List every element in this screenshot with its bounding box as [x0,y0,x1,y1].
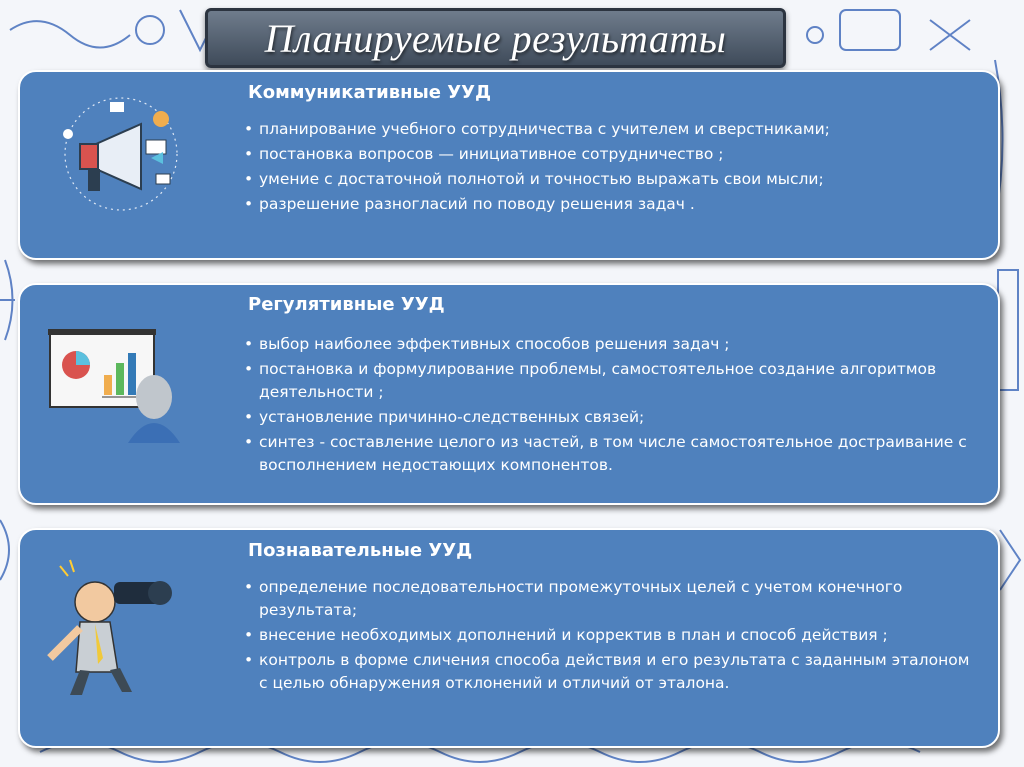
binoculars-man-icon [40,552,190,702]
bullet-list-cognitive [244,576,972,697]
list-item: • планирование учебного сотрудничества с учителем и сверстниками; [244,118,972,141]
list-item: • определение последовательности промежуточных целей с учетом конечного результата; [244,576,972,622]
presentation-board-icon [44,325,194,445]
bullet-list-communicative [244,118,972,218]
list-item: • внесение необходимых дополнений и корректив в план и способ действия ; [244,624,972,647]
list-item: • умение с достаточной полнотой и точностью выражать свои мысли; [244,168,972,191]
panel-regulative [18,283,1000,505]
page-title: Планируемые результаты [264,15,727,61]
panel-cognitive [18,528,1000,748]
list-item: • разрешение разногласий по поводу решения задач . [244,193,972,216]
list-item: • установление причинно-следственных связей; [244,406,972,429]
megaphone-social-icon [46,94,196,214]
list-item: • синтез - составление целого из частей, в том числе самостоятельное достраивание с восполнением недостающих компонентов. [244,431,972,477]
list-item: • постановка и формулирование проблемы, самостоятельное создание алгоритмов деятельности ; [244,358,972,404]
section-heading-cognitive: Познавательные УУД [248,540,473,561]
section-heading-communicative: Коммуникативные УУД [248,82,492,103]
list-item: • выбор наиболее эффективных способов решения задач ; [244,333,972,356]
section-heading-regulative: Регулятивные УУД [248,294,445,315]
list-item: • контроль в форме сличения способа действия и его результата с заданным эталоном с целью обнаружения отклонений и отличий от эталона. [244,649,972,695]
panel-communicative [18,70,1000,260]
list-item: • постановка вопросов — инициативное сотрудничество ; [244,143,972,166]
title-banner [205,8,786,68]
bullet-list-regulative [244,333,972,479]
